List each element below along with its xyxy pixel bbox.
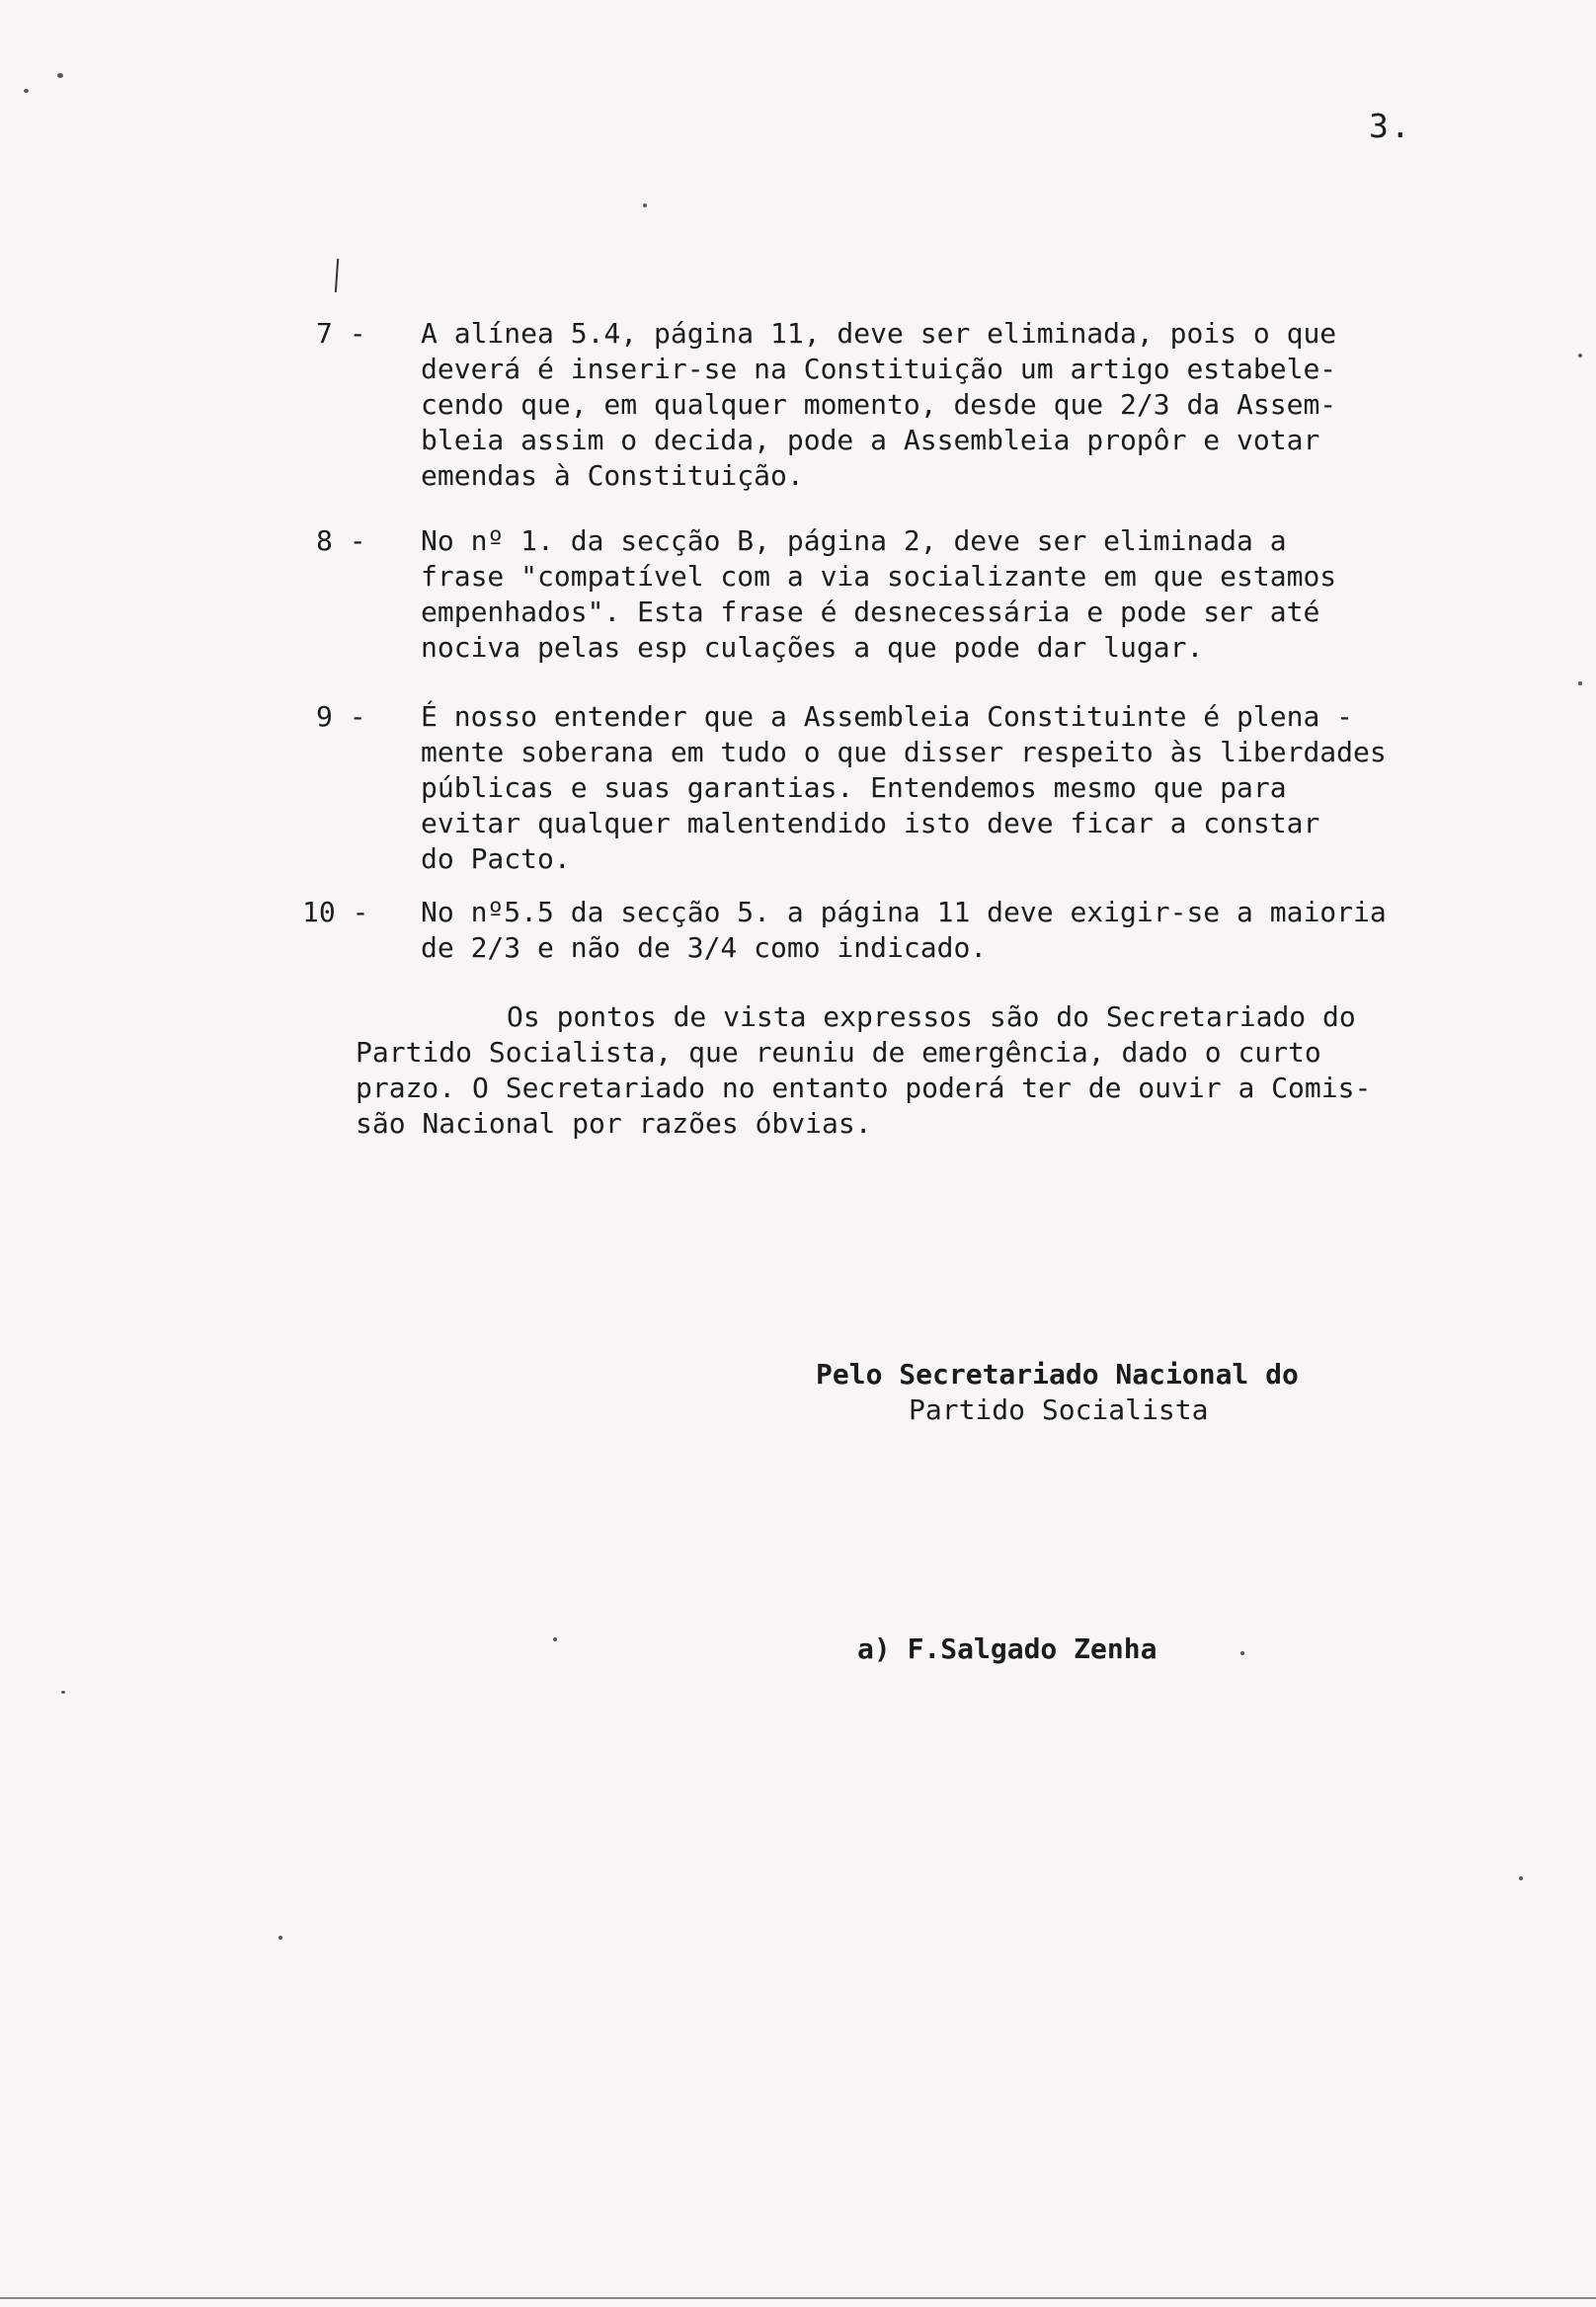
page-number: 3.: [1369, 107, 1412, 145]
item-line: empenhados". Esta frase é desnecessária e pode ser até: [421, 596, 1320, 628]
item-line: cendo que, em qualquer momento, desde que 2/3 da Assem-: [421, 388, 1337, 421]
signature-line-2: Partido Socialista: [909, 1393, 1209, 1426]
item-line: deverá é inserir-se na Constituição um artigo estabele-: [421, 353, 1337, 385]
item-number: 9 -: [316, 700, 366, 733]
item-line: do Pacto.: [421, 842, 571, 875]
scan-speck: [643, 203, 647, 207]
paragraph-line: Os pontos de vista expressos são do Secretariado do: [507, 1000, 1356, 1033]
closing-paragraph: [356, 999, 1371, 1142]
item-line: No nº5.5 da secção 5. a página 11 deve exigir-se a maioria: [421, 896, 1387, 928]
item-line: mente soberana em tudo o que disser respeito às liberdades: [421, 736, 1387, 768]
paragraph-line: são Nacional por razões óbvias.: [356, 1107, 872, 1140]
page-bottom-edge: [0, 2297, 1596, 2299]
scan-speck: [1578, 681, 1582, 685]
paragraph-line: prazo. O Secretariado no entanto poderá ter de ouvir a Comis-: [356, 1072, 1372, 1104]
scan-speck: [24, 89, 29, 93]
scan-speck: [1578, 354, 1582, 358]
item-line: É nosso entender que a Assembleia Constituinte é plena -: [421, 700, 1354, 733]
margin-mark: [335, 259, 339, 292]
item-line: de 2/3 e não de 3/4 como indicado.: [421, 931, 988, 964]
scan-speck: [57, 73, 63, 78]
item-line: nociva pelas esp culações a que pode dar lugar.: [421, 631, 1204, 664]
scan-speck: [61, 1691, 65, 1694]
item-line: frase "compatível com a via socializante em que estamos: [421, 560, 1337, 593]
signature-line-1: Pelo Secretariado Nacional do: [816, 1358, 1299, 1391]
scan-speck: [1519, 1876, 1523, 1880]
scan-speck: [1240, 1651, 1244, 1655]
item-number: 10 -: [302, 896, 369, 928]
scan-speck: [279, 1936, 282, 1940]
item-line: evitar qualquer malentendido isto deve ficar a constar: [421, 807, 1320, 839]
item-line: No nº 1. da secção B, página 2, deve ser eliminada a: [421, 524, 1287, 557]
item-line: A alínea 5.4, página 11, deve ser eliminada, pois o que: [421, 317, 1337, 350]
item-line: bleia assim o decida, pode a Assembleia propôr e votar: [421, 424, 1320, 456]
scan-speck: [553, 1637, 557, 1641]
paragraph-line: Partido Socialista, que reuniu de emergência, dado o curto: [356, 1036, 1321, 1069]
item-line: públicas e suas garantias. Entendemos mesmo que para: [421, 771, 1287, 804]
item-line: emendas à Constituição.: [421, 459, 804, 492]
item-number: 8 -: [316, 524, 366, 557]
item-number: 7 -: [316, 317, 366, 350]
signatory-name: a) F.Salgado Zenha: [857, 1632, 1157, 1665]
